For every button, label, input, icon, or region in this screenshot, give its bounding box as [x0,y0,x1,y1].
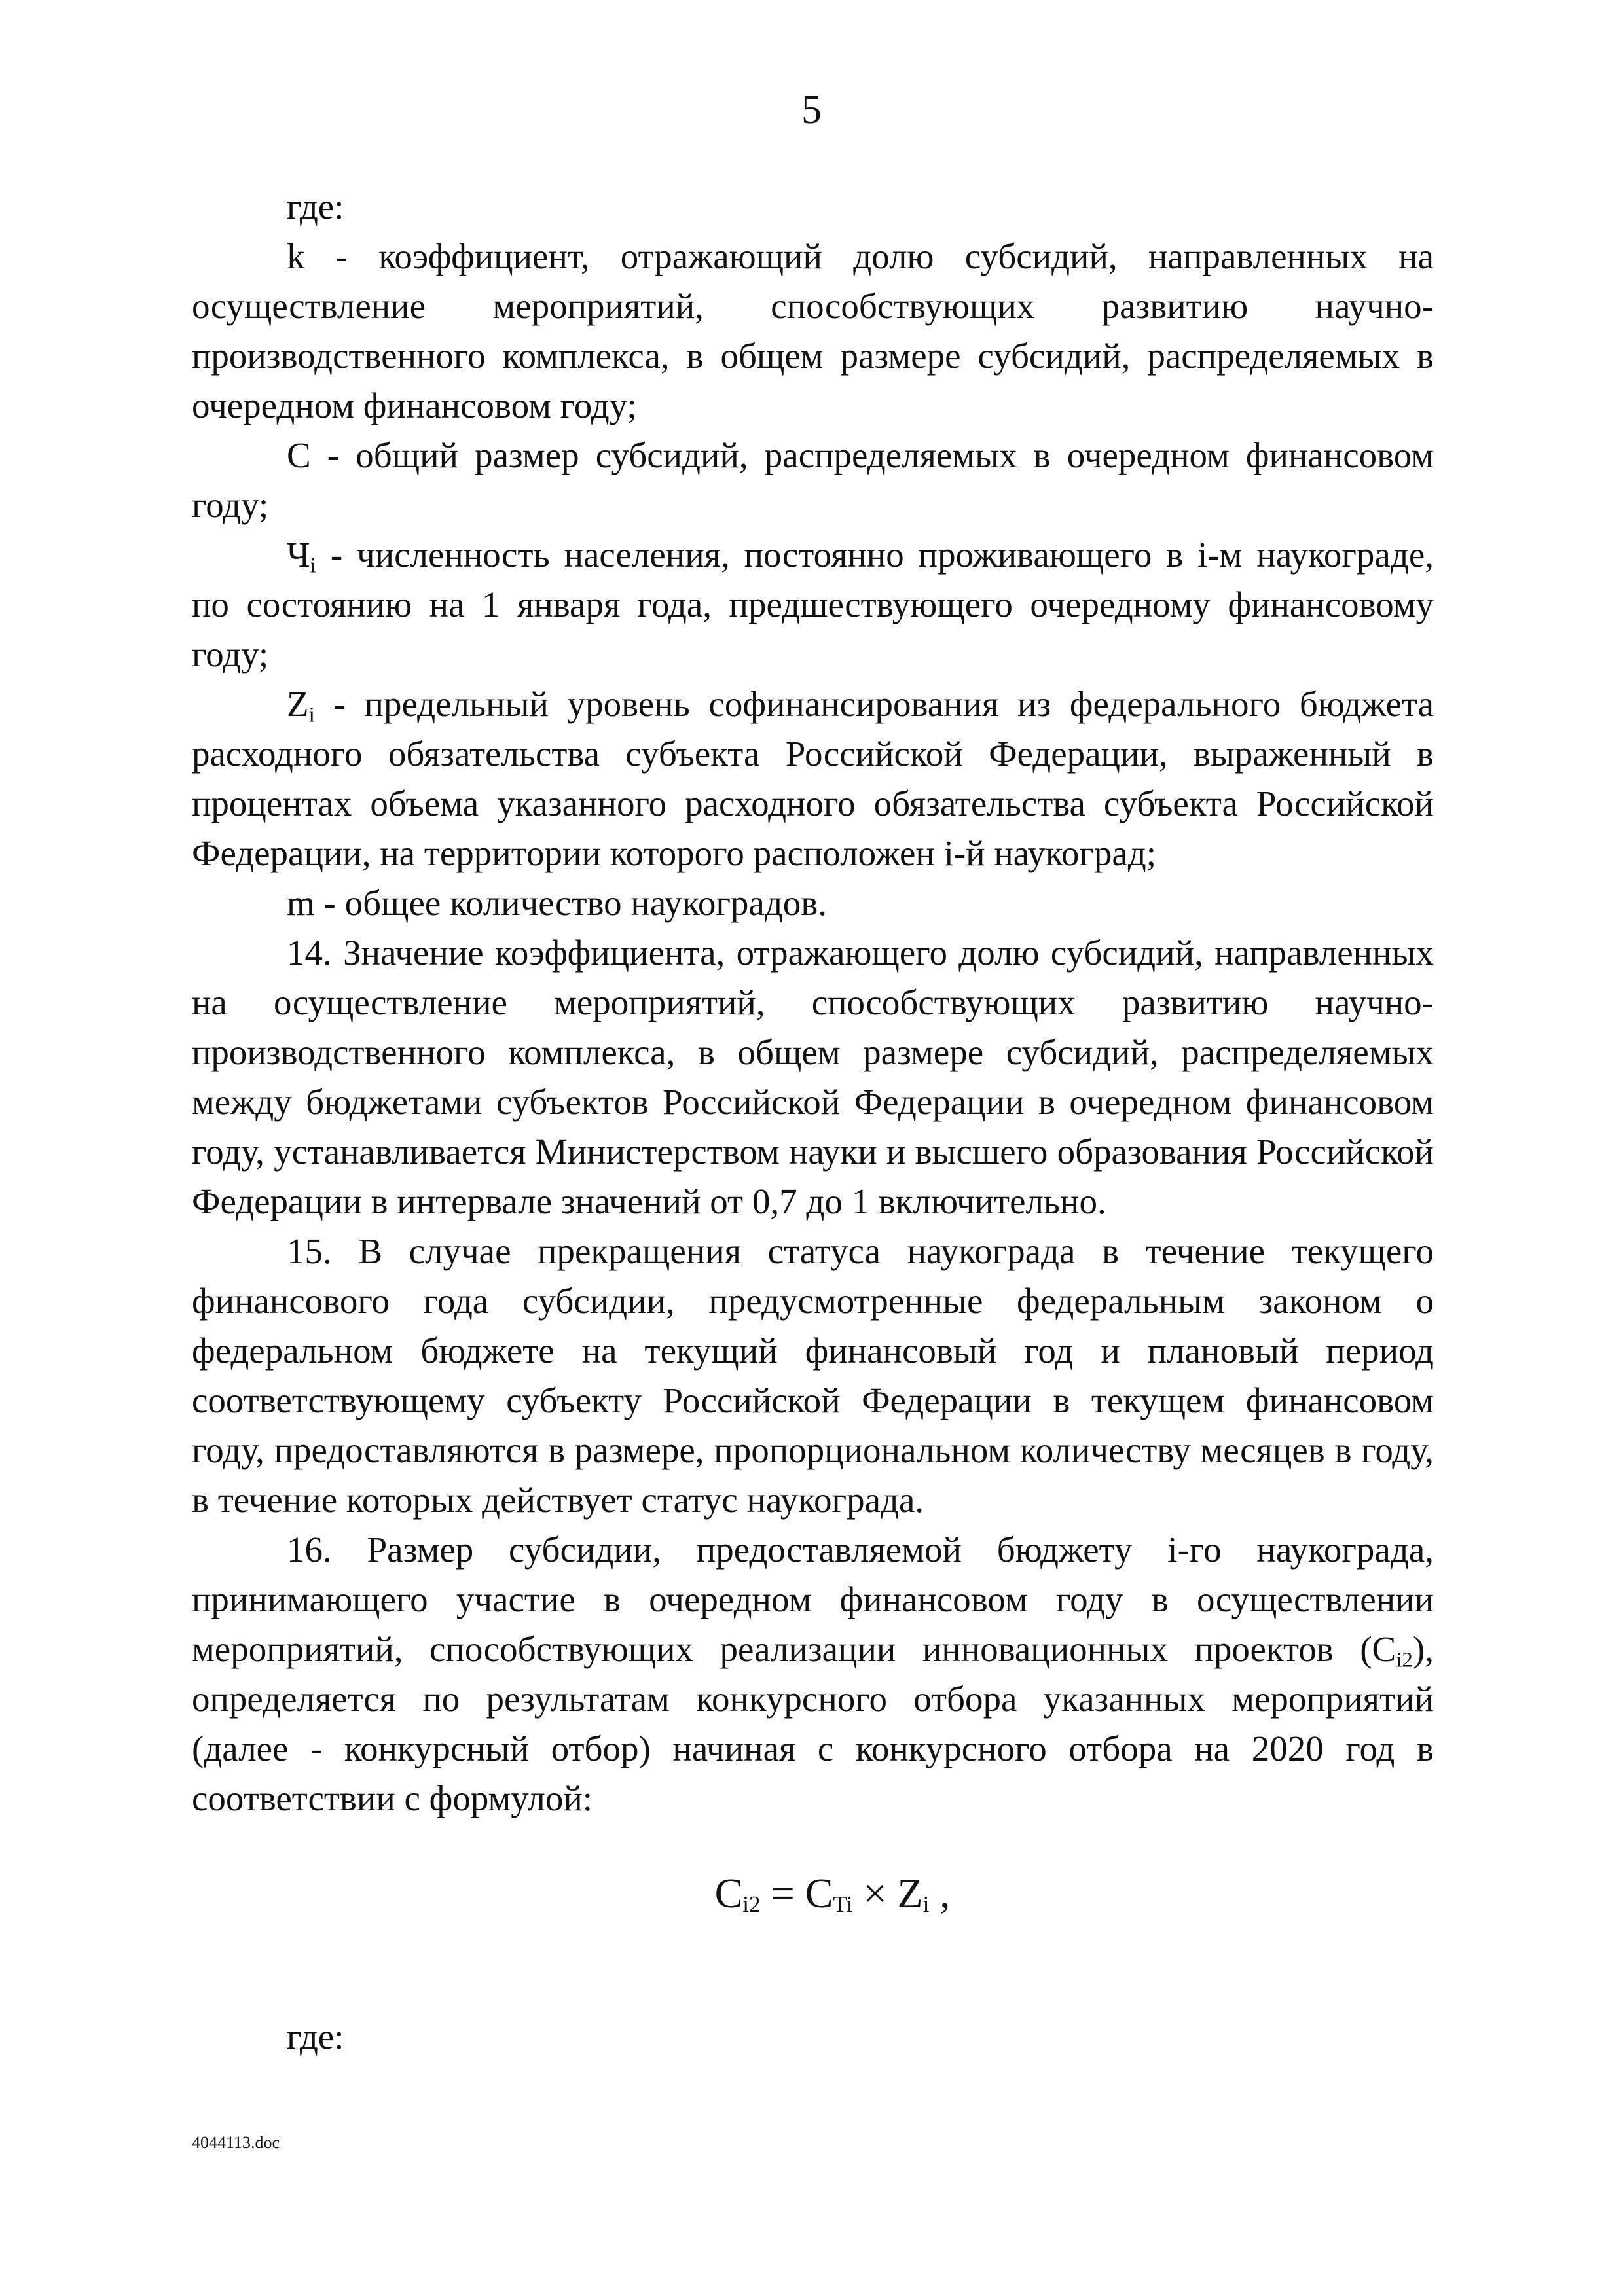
symbol-subscript: i [308,703,315,727]
clause-14: 14. Значение коэффициента, отражающего долю субсидий, направленных на осуществление мероприятий, способствующих развитию научно-производственного комплекса, в общем размере субсидий, распределяемых между бюджетами субъектов Российской Федерации в очередном финансовом году, устанавливается Министерством науки и высшего образования Российской Федерации в интервале значений от 0,7 до 1 включительно. [192,933,1434,1221]
formula-tail: , [929,1870,951,1916]
clause-16-text: 16. Размер субсидии, предоставляемой бюджету i-го наукограда, принимающего участие в очередном финансовом году в осуществлении мероприятий, способствующих реализации инновационных проектов (C [192,1530,1434,1669]
clause-16 [192,1525,1434,1823]
dash: - [304,236,379,276]
dash: - [314,883,345,923]
formula-term-2: Z [897,1870,923,1916]
formula-term-2-subscript: i [922,1892,930,1918]
symbol-z: Z [287,684,309,724]
symbol-c: C [287,435,311,475]
clause-15: 15. В случае прекращения статуса наукограда в течение текущего финансового года субсидии, предусмотренные федеральным законом о федеральном бюджете на текущий финансовый год и плановый период соответствующему субъекту Российской Федерации в текущем финансовом году, предоставляются в размере, пропорциональном количеству месяцев в году, в течение которых действует статус наукограда. [192,1231,1434,1520]
formula-equals: = [760,1870,805,1916]
definition-text: коэффициент, отражающий долю субсидий, направленных на осуществление мероприятий, способствующих развитию научно-производственного комплекса, в общем размере субсидий, распределяемых в очередном финансовом году; [192,236,1434,425]
definition-m [192,878,1434,928]
definition-text: предельный уровень софинансирования из федерального бюджета расходного обязательства субъекта Российской Федерации, выраженный в процентах объема указанного расходного обязательства субъекта Российской Федерации, на территории которого расположен i-й наукоград; [192,684,1434,873]
symbol-k: k [287,236,305,276]
formula [192,1864,1434,1923]
clause-16-subscript: i2 [1396,1648,1413,1672]
symbol-ch: Ч [287,535,310,575]
document-body [192,182,1434,2062]
formula-lhs: C [714,1870,743,1916]
definition-text: численность населения, постоянно проживающего в i-м наукограде, по состоянию на 1 января года, предшествующего очередному финансовому году; [192,535,1434,674]
dash: - [310,435,356,475]
dash: - [314,684,365,724]
formula-term-1-subscript: Ti [833,1892,853,1918]
formula-times: × [852,1870,898,1916]
definition-ch [192,530,1434,679]
definition-text: общее количество наукоградов. [344,883,827,923]
symbol-m: m [287,883,315,923]
page-number: 5 [801,88,822,132]
clause-16-text-end: ), определяется по результатам конкурсного отбора указанных мероприятий (далее - конкурсный отбор) начиная с конкурсного отбора на 2020 год в соответствии с формулой: [192,1629,1434,1818]
definition-text: общий размер субсидий, распределяемых в очередном финансовом году; [192,435,1434,525]
where-label-2: где: [287,2017,344,2056]
formula-term-1: C [805,1870,833,1916]
document-code: 4044113.doc [192,2133,280,2152]
symbol-subscript: i [310,554,316,578]
definition-c [192,431,1434,530]
formula-lhs-subscript: i2 [742,1892,761,1918]
where-label: где: [287,187,344,226]
definition-k [192,232,1434,431]
dash: - [316,535,357,575]
definition-z [192,679,1434,878]
